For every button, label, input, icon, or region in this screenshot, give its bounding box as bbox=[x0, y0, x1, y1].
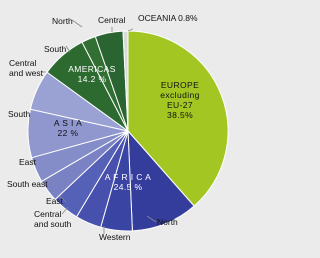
slice-label-1: North bbox=[157, 217, 178, 227]
slice-label-2: Western bbox=[99, 232, 131, 242]
slice-label-10: Central bbox=[98, 15, 126, 25]
slice-label-11: North bbox=[52, 16, 73, 26]
slice-label-5: South east bbox=[7, 179, 48, 189]
slice-label-6: East bbox=[19, 157, 37, 167]
group-label-asia: A S I A 22 % bbox=[53, 118, 83, 138]
slice-label-3: Central and south bbox=[34, 209, 72, 229]
group-label-africa: A F R I C A 24.5 % bbox=[104, 172, 152, 192]
group-label-americas: AMERICAS 14.2 % bbox=[68, 64, 116, 84]
slice-inner-label-0: EUROPE excluding EU-27 38.5% bbox=[160, 80, 200, 120]
slice-label-7: South bbox=[8, 109, 31, 119]
slice-label-4: East bbox=[46, 196, 64, 206]
slice-label-12: OCEANIA 0.8% bbox=[138, 13, 198, 23]
slice-label-8: Central and west bbox=[9, 58, 44, 78]
slice-label-9: South bbox=[44, 44, 67, 54]
